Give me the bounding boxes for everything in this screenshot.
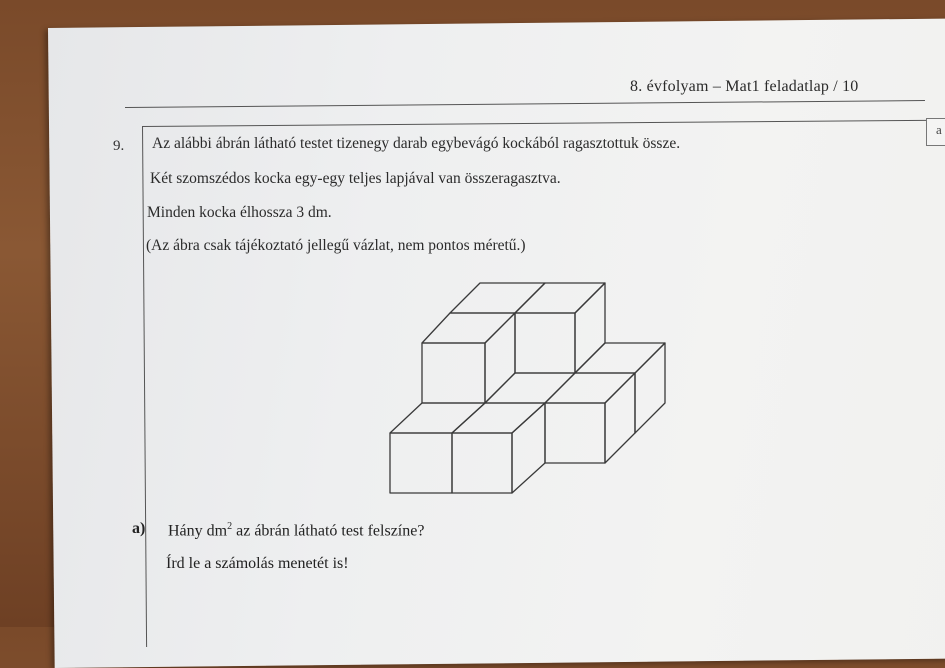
question-line-2: Két szomszédos kocka egy-egy teljes lapjával van összeragasztva. (150, 170, 561, 187)
unit-exponent: 2 (227, 521, 233, 532)
margin-letter: a (936, 122, 942, 137)
question-line-3: Minden kocka élhossza 3 dm. (147, 204, 332, 221)
page-header: 8. évfolyam – Mat1 feladatlap / 10 (630, 78, 859, 95)
question-line-4: (Az ábra csak tájékoztató jellegű vázlat, nem pontos méretű.) (146, 237, 526, 254)
part-a-label: a) (132, 520, 146, 537)
part-a-instruction: Írd le a számolás menetét is! (166, 555, 349, 572)
question-number: 9. (113, 138, 125, 154)
part-a-text-end: az ábrán látható test felszíne? (232, 522, 425, 540)
cube-solid-figure (380, 275, 680, 505)
part-a-text-start: Hány dm (168, 522, 228, 540)
part-a-question (168, 521, 424, 540)
question-line-1: Az alábbi ábrán látható testet tizenegy darab egybevágó kockából ragasztottuk össze. (152, 135, 681, 152)
